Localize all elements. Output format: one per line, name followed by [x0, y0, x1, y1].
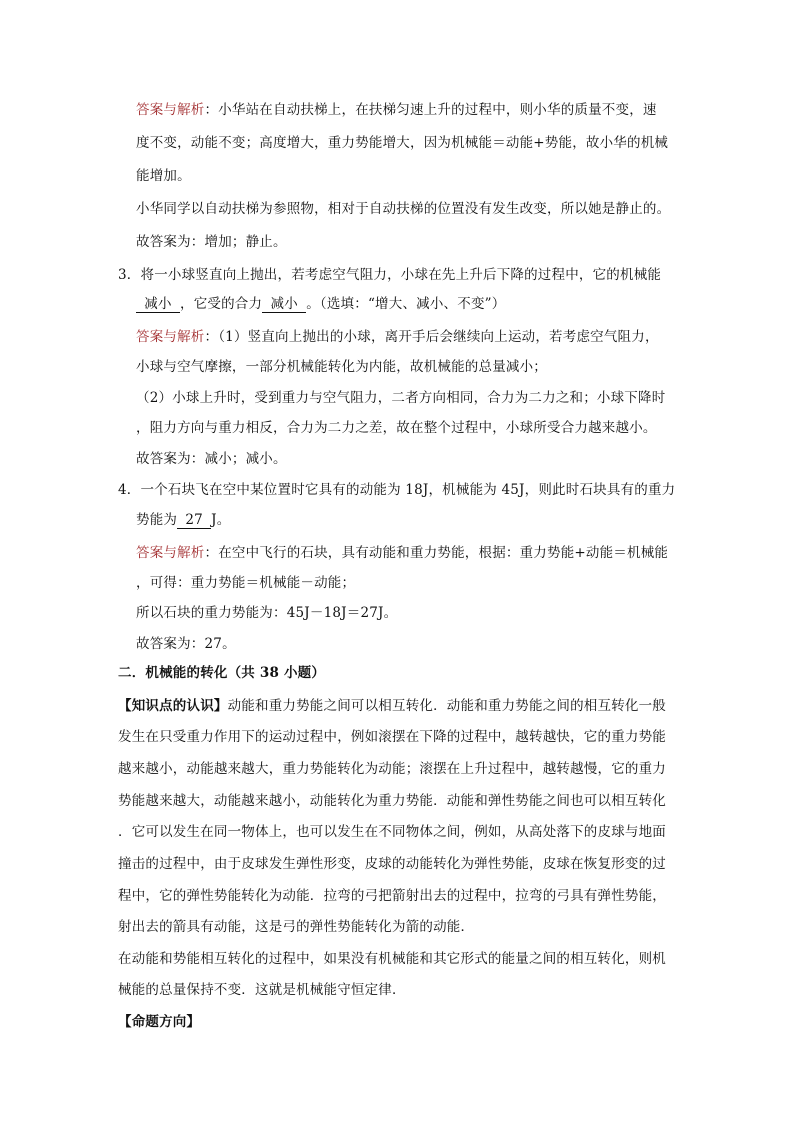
knowledge-line: 在动能和势能相互转化的过程中，如果没有机械能和其它形式的能量之间的相互转化，则机 [118, 951, 666, 967]
answer-label: 答案与解析 [136, 545, 205, 561]
answer-line: ，可得：重力势能＝机械能－动能； [136, 575, 356, 591]
answer-blank: 减小 [262, 296, 306, 313]
answer-line: 答案与解析：在空中飞行的石块，具有动能和重力势能，根据：重力势能+动能＝机械能 [136, 545, 669, 561]
section-heading: 二．机械能的转化（共 38 小题） [118, 665, 326, 681]
knowledge-label: 【知识点的认识】 [118, 698, 228, 714]
question-4-line2: 势能为 27 J。 [136, 512, 231, 528]
knowledge-line: 势能越来越大，动能越来越小，动能转化为重力势能．动能和弹性势能之间也可以相互转化 [118, 793, 666, 809]
answer-line: 小球与空气摩擦，一部分机械能转化为内能，故机械能的总量减小； [136, 359, 547, 375]
question-3-line2: 减小 ，它受的合力 减小 。（选填：“增大、减小、不变”） [136, 294, 505, 314]
answer-line: ，阻力方向与重力相反，合力为二力之差，故在整个过程中，小球所受合力越来越小。 [136, 420, 657, 436]
knowledge-line: 程中，它的弹性势能转化为动能．拉弯的弓把箭射出去的过程中，拉弯的弓具有弹性势能， [118, 888, 666, 904]
answer-line: 度不变，动能不变；高度增大，重力势能增大，因为机械能＝动能+势能，故小华的机械 [136, 135, 669, 151]
knowledge-line: 射出去的箭具有动能，这是弓的弹性势能转化为箭的动能． [118, 919, 475, 935]
answer-label: 答案与解析 [136, 329, 205, 345]
knowledge-line: 撞击的过程中，由于皮球发生弹性形变，皮球的动能转化为弹性势能，皮球在恢复形变的过 [118, 856, 666, 872]
knowledge-paragraph: 【知识点的认识】动能和重力势能之间可以相互转化．动能和重力势能之间的相互转化一般 [118, 698, 667, 714]
answer-blank: 27 [177, 512, 211, 529]
knowledge-line: 越来越小，动能越来越大，重力势能转化为动能；滚摆在上升过程中，越转越慢，它的重力 [118, 761, 666, 777]
answer-line: 小华同学以自动扶梯为参照物，相对于自动扶梯的位置没有发生改变，所以她是静止的。 [136, 201, 671, 217]
answer-conclusion: 故答案为：27。 [136, 636, 236, 652]
question-4: 4．一个石块飞在空中某位置时它具有的动能为 18J，机械能为 45J，则此时石块具有的重力 [118, 482, 676, 498]
knowledge-line: ．它可以发生在同一物体上，也可以发生在不同物体之间，例如，从高处落下的皮球与地面 [118, 824, 666, 840]
question-number: 3． [118, 267, 141, 283]
answer-blank: 减小 [136, 296, 180, 313]
question-number: 4． [118, 482, 141, 498]
knowledge-line: 械能的总量保持不变．这就是机械能守恒定律． [118, 982, 406, 998]
answer-conclusion: 故答案为：增加；静止。 [136, 234, 287, 250]
answer-conclusion: 故答案为：减小；减小。 [136, 451, 287, 467]
question-3: 3．将一小球竖直向上抛出，若考虑空气阻力，小球在先上升后下降的过程中，它的机械能 [118, 267, 662, 283]
answer-line: 答案与解析：小华站在自动扶梯上，在扶梯匀速上升的过程中，则小华的质量不变，速 [136, 102, 657, 118]
answer-line: 所以石块的重力势能为：45J－18J＝27J。 [136, 605, 398, 621]
proposition-label: 【命题方向】 [118, 1014, 201, 1030]
answer-line: 答案与解析：（1）竖直向上抛出的小球，离开手后会继续向上运动，若考虑空气阻力， [136, 329, 659, 345]
knowledge-line: 发生在只受重力作用下的运动过程中，例如滚摆在下降的过程中，越转越快，它的重力势能 [118, 729, 666, 745]
answer-line: （2）小球上升时，受到重力与空气阻力，二者方向相同，合力为二力之和；小球下降时 [136, 390, 666, 406]
answer-line: 能增加。 [136, 168, 191, 184]
answer-label: 答案与解析 [136, 102, 205, 118]
